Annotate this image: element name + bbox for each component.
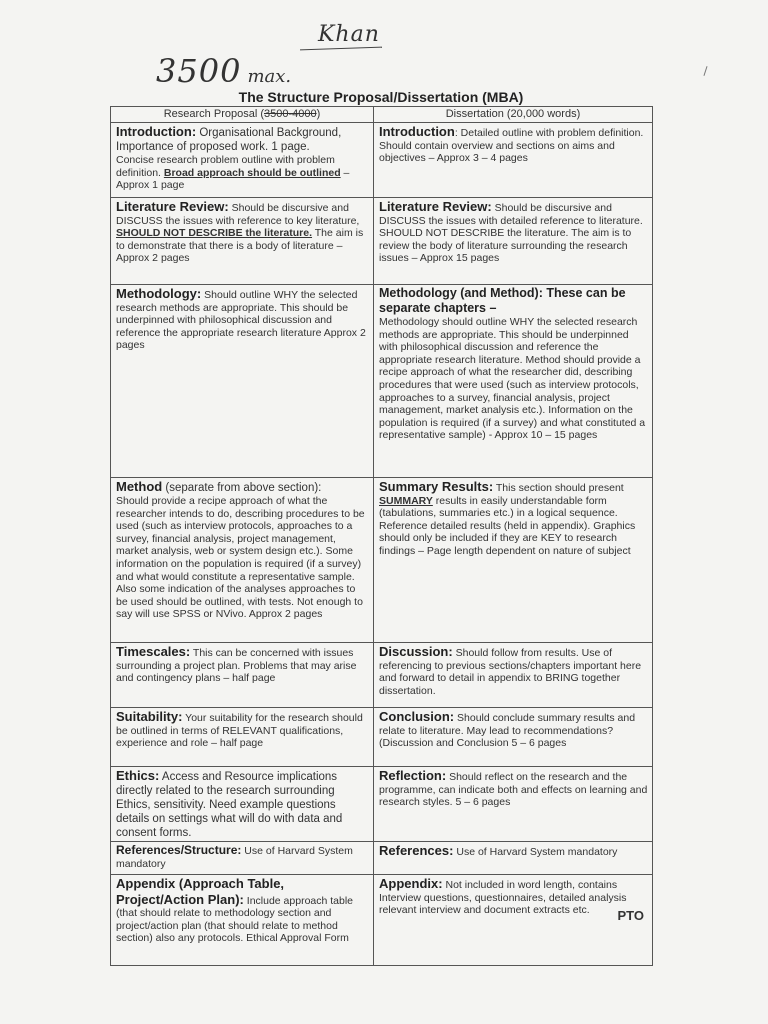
- cell-heading: Suitability:: [116, 709, 183, 724]
- dissertation-summary-results-cell: Summary Results: This section should present SUMMARY results in easily understandable form (tabulations, summaries etc.) in a logical sequence. Reference detailed results (held in appendix). Graphics should only be included if they are KEY to research findings – Page length dependent on nature of subject: [374, 478, 653, 643]
- table-row: [111, 643, 653, 708]
- table-row: [111, 842, 653, 875]
- proposal-suitability-cell: Suitability: Your suitability for the research should be outlined in terms of RELEVANT qualifications, experience and role – half page: [111, 708, 374, 767]
- cell-heading: Introduction: [379, 124, 455, 139]
- cell-heading: Reflection:: [379, 768, 447, 783]
- cell-heading: Methodology (and Method): These can be separate chapters –: [379, 286, 626, 315]
- cell-heading: Method: [116, 479, 163, 494]
- document-title: The Structure Proposal/Dissertation (MBA): [238, 89, 524, 105]
- dissertation-introduction-cell: Introduction: Detailed outline with problem definition. Should contain overview and sections on aims and objectives – Approx 3 – 4 pages: [374, 123, 653, 198]
- proposal-references-cell: References/Structure: Use of Harvard System mandatory: [111, 842, 374, 875]
- proposal-methodology-cell: Methodology: Should outline WHY the selected research methods are appropriate. This should be underpinned with philosophical discussion and reference the appropriate research literature Approx 2 pages: [111, 285, 374, 478]
- proposal-appendix-cell: Appendix (Approach Table, Project/Action Plan): Include approach table (that should relate to methodology section and project/action plan (that should relate to method section) also any protocols. Ethical Approval Form: [111, 875, 374, 966]
- proposal-timescales-cell: Timescales: This can be concerned with issues surrounding a project plan. Problems that may arise and contingency plans – half page: [111, 643, 374, 708]
- handwritten-underline: [300, 47, 382, 51]
- table-row: [111, 767, 653, 842]
- table-row: [111, 123, 653, 198]
- dissertation-references-cell: References: Use of Harvard System mandatory: [374, 842, 653, 875]
- cell-heading: Literature Review:: [379, 199, 492, 214]
- dissertation-conclusion-cell: Conclusion: Should conclude summary results and relate to literature. May lead to recommendations? (Discussion and Conclusion 5 – 6 pages: [374, 708, 653, 767]
- table-row: [111, 198, 653, 285]
- cell-heading: References/Structure:: [116, 843, 242, 857]
- cell-heading: Appendix (Approach Table, Project/Action Plan):: [116, 876, 285, 907]
- proposal-ethics-cell: Ethics: Access and Resource implications directly related to the research surrounding Ethics, sensitivity. Need example questions details on settings what will do with data and consent forms.: [111, 767, 374, 842]
- handwritten-limit-number: 3500: [156, 52, 242, 90]
- cell-heading: Discussion:: [379, 644, 453, 659]
- pto-label: PTO: [617, 908, 644, 924]
- dissertation-discussion-cell: Discussion: Should follow from results. Use of referencing to previous sections/chapters important here and forward to detail in appendix to BRING together dissertation.: [374, 643, 653, 708]
- cell-heading: Conclusion:: [379, 709, 455, 724]
- cell-heading: Appendix:: [379, 876, 443, 891]
- research-proposal-header: Research Proposal (3500-4000): [111, 107, 374, 123]
- dissertation-header: Dissertation (20,000 words): [374, 107, 653, 123]
- cell-heading: Summary Results:: [379, 479, 494, 494]
- table-row: [111, 285, 653, 478]
- dissertation-reflection-cell: Reflection: Should reflect on the research and the programme, can indicate both and effects on learning and research styles. 5 – 6 pages: [374, 767, 653, 842]
- dissertation-appendix-cell: Appendix: Not included in word length, contains Interview questions, questionnaires, detailed analysis relevant interview and document extracts etc. PTO: [374, 875, 653, 966]
- struck-word-count: 3500-4000: [264, 108, 317, 120]
- structure-table: [110, 106, 653, 966]
- cell-heading: Literature Review:: [116, 199, 229, 214]
- header-row: [111, 107, 653, 123]
- handwritten-limit-word: max.: [247, 66, 292, 87]
- cell-heading: References:: [379, 843, 454, 858]
- cell-heading: Introduction:: [116, 124, 197, 139]
- cell-heading: Timescales:: [116, 644, 191, 659]
- proposal-method-cell: Method (separate from above section): Should provide a recipe approach of what the researcher intends to do, describing procedures to be used (such as interview protocols, approaches to a survey, financial analysis, project management, market analysis, web or system design etc.). Some information on the population is required (if a survey) and what would constitute a representative sample. Also some indication of the analyses approaches to be used should be outlined, with tests. Not enough to say will use SPSS or NVivo. Approx 2 pages: [111, 478, 374, 643]
- table-row: [111, 478, 653, 643]
- handwritten-word-limit: [156, 52, 291, 90]
- table-row: [111, 875, 653, 966]
- handwritten-name: Khan: [318, 22, 380, 47]
- proposal-introduction-cell: Introduction: Organisational Background, Importance of proposed work. 1 page. Concise research problem outline with problem definition. Broad approach should be outlined – Approx 1 page: [111, 123, 374, 198]
- dissertation-literature-review-cell: Literature Review: Should be discursive and DISCUSS the issues with detailed reference to literature. SHOULD NOT DESCRIBE the literature. The aim is to review the body of literature surrounding the research issues – Approx 15 pages: [374, 198, 653, 285]
- cell-heading: Ethics:: [116, 768, 160, 783]
- cell-heading: Methodology:: [116, 286, 202, 301]
- dissertation-methodology-cell: Methodology (and Method): These can be separate chapters – Methodology should outline WHY the selected research methods are appropriate. This should be underpinned with philosophical discussion and reference the appropriate research literature. Method should provide a recipe approach of what the researcher did, describing procedures that were used (such as interview protocols, approaches to a survey, financial analysis, project management, market analysis etc.). Information on the population is required (if a survey) and what constituted a representative sample) - Approx 10 – 15 pages: [374, 285, 653, 478]
- table-row: [111, 708, 653, 767]
- proposal-literature-review-cell: Literature Review: Should be discursive and DISCUSS the issues with reference to key literature, SHOULD NOT DESCRIBE the literature. The aim is to demonstrate that there is a body of literature – Approx 2 pages: [111, 198, 374, 285]
- stray-mark: [703, 66, 707, 76]
